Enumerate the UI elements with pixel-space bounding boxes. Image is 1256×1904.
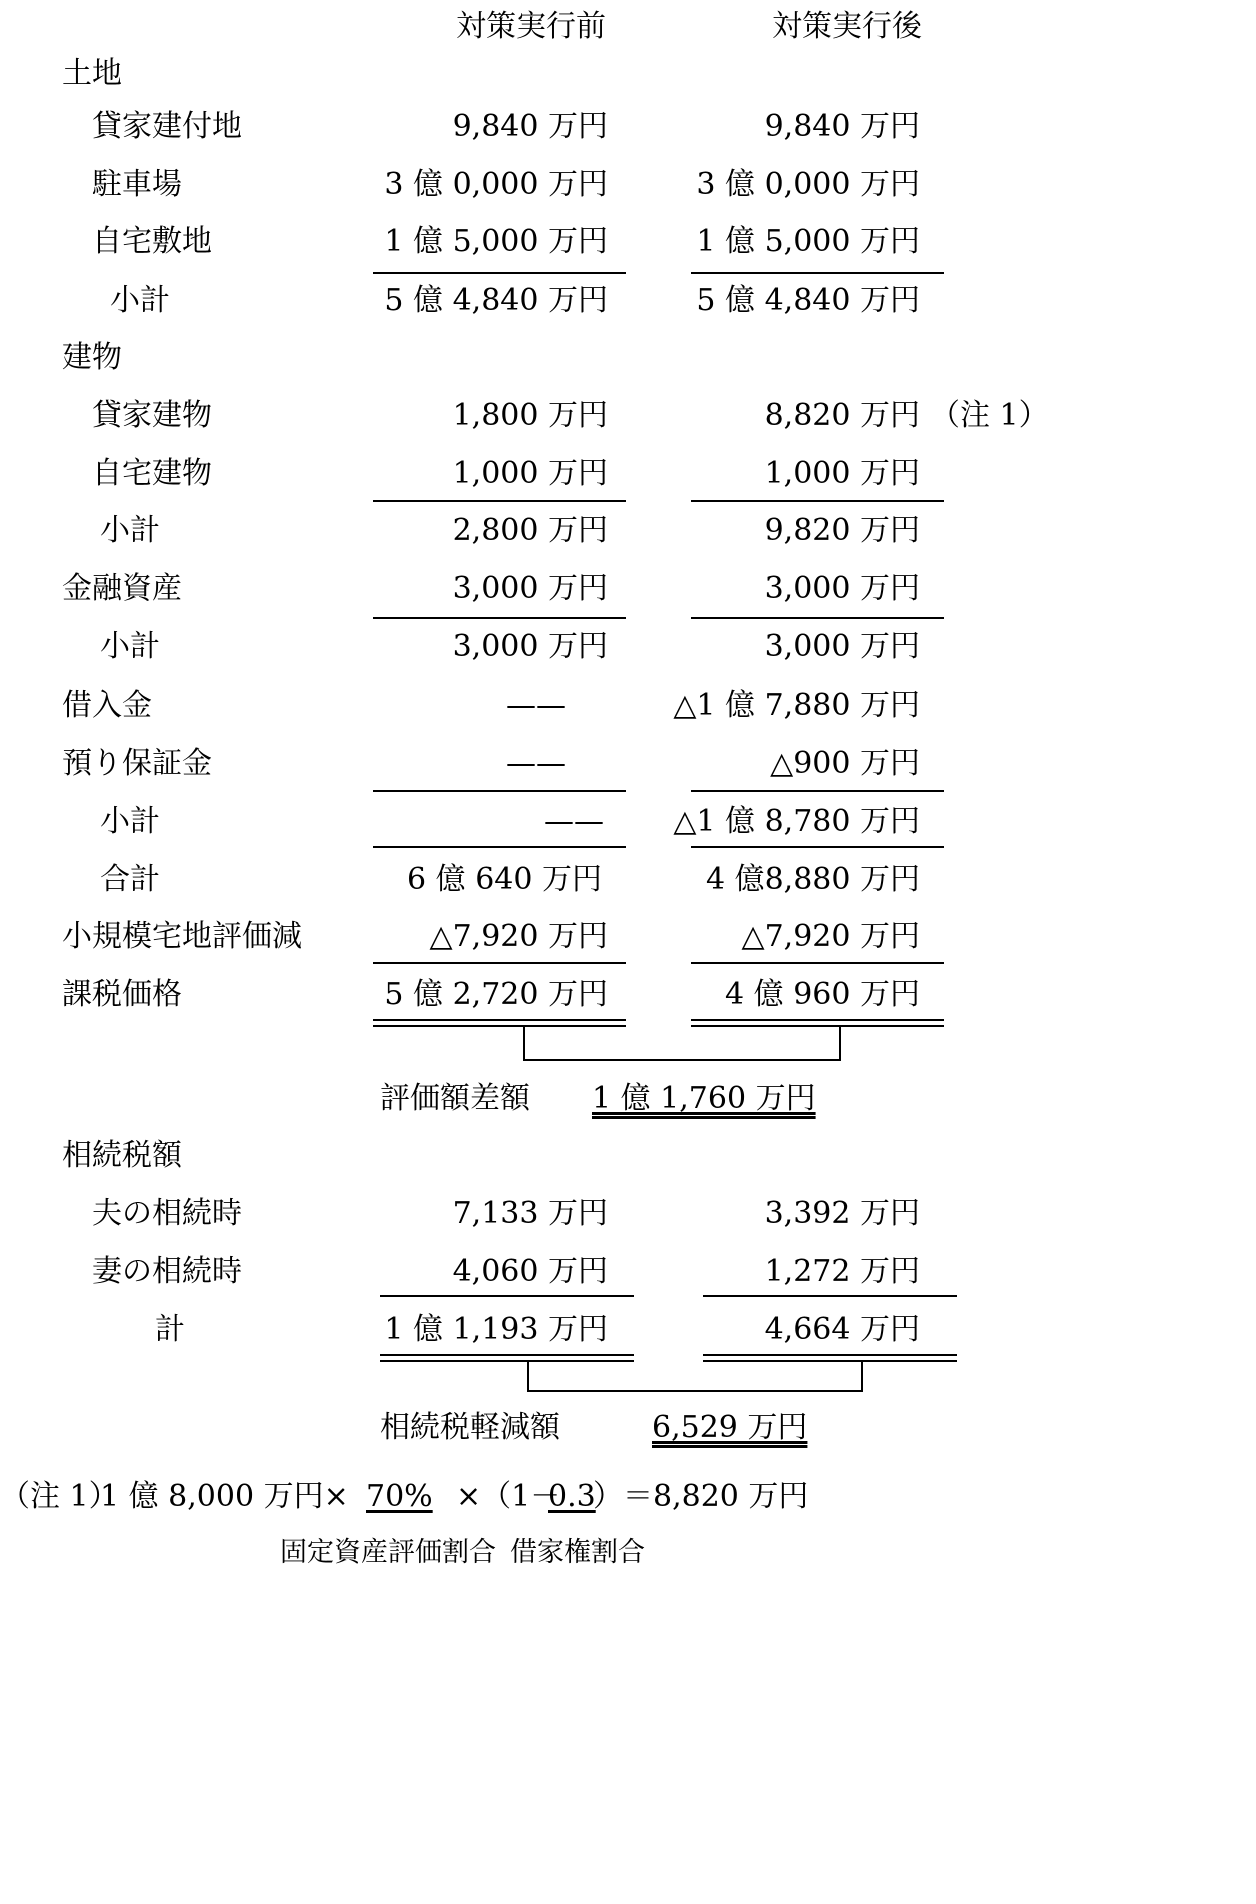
bracket-right xyxy=(839,1025,841,1061)
rule-before xyxy=(373,272,626,274)
subtotal-before: —— xyxy=(544,804,604,839)
row-after: 3,000 万円 xyxy=(764,571,920,606)
valuation-diff-label: 評価額差額 xyxy=(380,1081,530,1116)
small-land-after: △7,920 万円 xyxy=(741,919,920,954)
header-after: 対策実行後 xyxy=(772,9,922,44)
rule-after xyxy=(691,272,944,274)
row-before: —— xyxy=(506,688,566,723)
taxable-after: 4 億 960 万円 xyxy=(725,977,920,1012)
footnote-rate-1: 70% xyxy=(366,1479,433,1514)
subtotal-label: 小計 xyxy=(100,804,160,839)
valuation-diff-value: 1 億 1,760 万円 xyxy=(592,1081,816,1116)
row-label: 預り保証金 xyxy=(62,746,212,781)
row-label: 駐車場 xyxy=(92,167,182,202)
rule-after xyxy=(691,846,944,848)
double-rule-after xyxy=(691,1019,944,1027)
row-after: 1,272 万円 xyxy=(764,1254,920,1289)
total-before: 1 億 1,193 万円 xyxy=(384,1312,608,1347)
subtotal-after: 3,000 万円 xyxy=(764,629,920,664)
row-label: 借入金 xyxy=(62,688,152,723)
row-after: 3,392 万円 xyxy=(764,1196,920,1231)
total-after: 4 億8,880 万円 xyxy=(705,862,920,897)
footnote-amount: 1 億 8,000 万円× xyxy=(100,1479,349,1514)
subtotal-after: 5 億 4,840 万円 xyxy=(696,283,920,318)
taxable-before: 5 億 2,720 万円 xyxy=(384,977,608,1012)
small-land-label: 小規模宅地評価減 xyxy=(62,919,302,954)
total-label: 合計 xyxy=(100,862,160,897)
subtotal-before: 5 億 4,840 万円 xyxy=(384,283,608,318)
row-before: 1 億 5,000 万円 xyxy=(384,224,608,259)
rule-before xyxy=(373,500,626,502)
footnote-rate-2: 0.3 xyxy=(548,1479,596,1514)
small-land-before: △7,920 万円 xyxy=(429,919,608,954)
double-rule-before xyxy=(380,1354,634,1362)
row-before: 9,840 万円 xyxy=(452,109,608,144)
footnote-mid-close: ）＝8,820 万円 xyxy=(593,1479,809,1514)
tax-reduction-value: 6,529 万円 xyxy=(652,1410,808,1445)
row-after: 9,840 万円 xyxy=(764,109,920,144)
bracket-bottom xyxy=(523,1059,841,1061)
row-after: 3 億 0,000 万円 xyxy=(696,167,920,202)
row-after: 1,000 万円 xyxy=(764,456,920,491)
rule-after xyxy=(691,962,944,964)
row-label: 自宅敷地 xyxy=(92,224,212,259)
row-label: 自宅建物 xyxy=(92,456,212,491)
rule-before xyxy=(373,790,626,792)
rule-before xyxy=(373,617,626,619)
subtotal-before: 2,800 万円 xyxy=(452,513,608,548)
total-before: 6 億 640 万円 xyxy=(407,862,602,897)
row-label: 貸家建物 xyxy=(92,398,212,433)
note-reference: （注 1） xyxy=(930,398,1049,433)
row-after: 8,820 万円 xyxy=(764,398,920,433)
subtotal-after: △1 億 8,780 万円 xyxy=(673,804,920,839)
rule-before xyxy=(380,1295,634,1297)
row-before: 3 億 0,000 万円 xyxy=(384,167,608,202)
section-building-label: 建物 xyxy=(62,340,122,375)
row-before: 7,133 万円 xyxy=(452,1196,608,1231)
row-before: 3,000 万円 xyxy=(452,571,608,606)
total-after: 4,664 万円 xyxy=(764,1312,920,1347)
row-after: △1 億 7,880 万円 xyxy=(673,688,920,723)
section-inheritance-label: 相続税額 xyxy=(62,1138,182,1173)
header-before: 対策実行前 xyxy=(456,9,606,44)
bracket-bottom xyxy=(527,1390,863,1392)
subtotal-after: 9,820 万円 xyxy=(764,513,920,548)
row-after: △900 万円 xyxy=(770,746,920,781)
rule-after xyxy=(703,1295,957,1297)
row-before: 1,000 万円 xyxy=(452,456,608,491)
footnote-caption-2: 借家権割合 xyxy=(510,1537,645,1568)
rule-after xyxy=(691,500,944,502)
row-label: 貸家建付地 xyxy=(92,109,242,144)
tax-reduction-label: 相続税軽減額 xyxy=(380,1410,560,1445)
bracket-left xyxy=(523,1025,525,1061)
double-rule-before xyxy=(373,1019,626,1027)
taxable-label: 課税価格 xyxy=(62,977,182,1012)
row-before: 1,800 万円 xyxy=(452,398,608,433)
subtotal-label: 小計 xyxy=(110,283,170,318)
row-before: —— xyxy=(506,746,566,781)
row-label: 夫の相続時 xyxy=(92,1196,242,1231)
bracket-left xyxy=(527,1360,529,1392)
section-financial-label: 金融資産 xyxy=(62,571,182,606)
total-label: 計 xyxy=(155,1312,185,1347)
rule-after xyxy=(691,617,944,619)
double-rule-after xyxy=(703,1354,957,1362)
subtotal-label: 小計 xyxy=(100,629,160,664)
subtotal-before: 3,000 万円 xyxy=(452,629,608,664)
subtotal-label: 小計 xyxy=(100,513,160,548)
rule-before xyxy=(373,846,626,848)
rule-before xyxy=(373,962,626,964)
section-land-label: 土地 xyxy=(62,56,122,91)
row-before: 4,060 万円 xyxy=(452,1254,608,1289)
row-after: 1 億 5,000 万円 xyxy=(696,224,920,259)
row-label: 妻の相続時 xyxy=(92,1254,242,1289)
bracket-right xyxy=(861,1360,863,1392)
rule-after xyxy=(691,790,944,792)
footnote-mid-open: ×（1－ xyxy=(456,1479,561,1514)
footnote-prefix: （注 1） xyxy=(0,1479,119,1514)
footnote-caption-1: 固定資産評価割合 xyxy=(280,1537,496,1568)
